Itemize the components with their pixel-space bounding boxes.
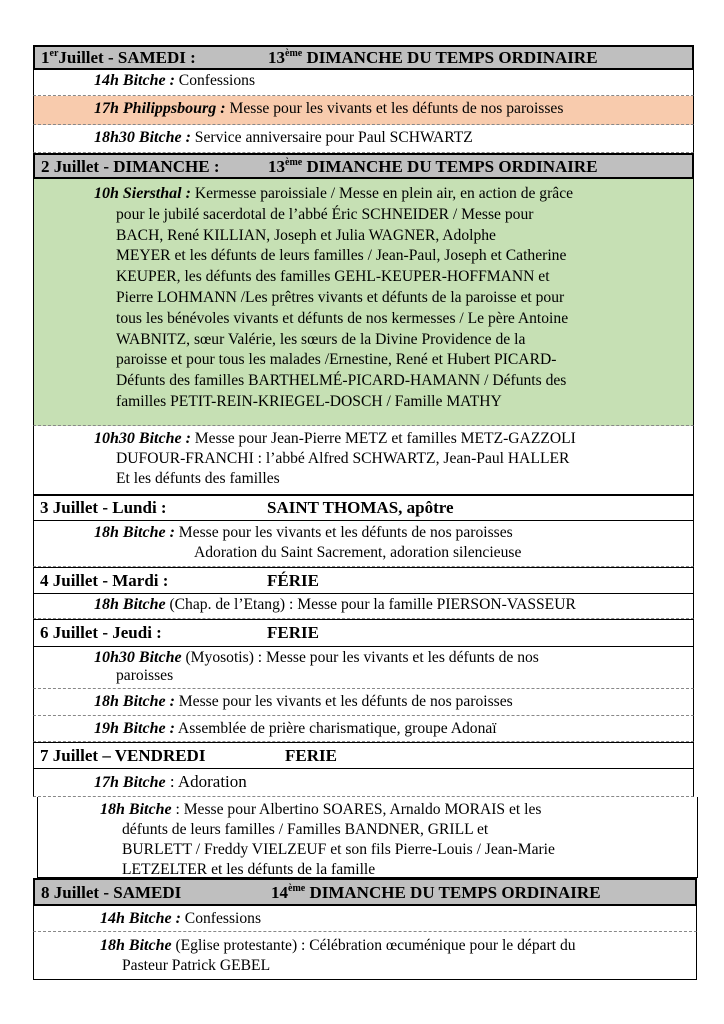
entry-row: 14h Bitche : Confessions	[33, 906, 697, 932]
day-header-1: 1erJuillet - SAMEDI : 13ème DIMANCHE DU TEMPS ORDINAIRE	[33, 45, 694, 70]
day-header-3: 3 Juillet - Lundi : SAINT THOMAS, apôtre	[33, 495, 694, 521]
entry-row: 18h Bitche : Messe pour les vivants et les défunts de nos paroisses	[33, 689, 694, 716]
day-header-2: 2 Juillet - DIMANCHE : 13ème DIMANCHE DU TEMPS ORDINAIRE	[33, 153, 694, 179]
day-header-7: 8 Juillet - SAMEDI 14ème DIMANCHE DU TEMPS ORDINAIRE	[33, 878, 697, 906]
entry-row: 10h Siersthal : Kermesse paroissiale / Messe en plein air, en action de grâce pour le jubilé sacerdotal de l’abbé Éric SCHNEIDER / Messe pour BACH, René KILLIAN, Joseph et Julia WAGNER, Adolphe MEYER et les défunts de leurs familles / Jean-Paul, Joseph et Catherine KEUPER, les défunts des familles GEHL-KEUPER-HOFFMANN et Pierre LOHMANN /Les prêtres vivants et défunts de la paroisse et pour tous les bénévoles vivants et défunts de nos kermesses / Le père Antoine WABNITZ, sœur Valérie, les sœurs de la Divine Providence de la paroisse et pour tous les malades /Ernestine, René et Hubert PICARD- Défunts des familles BARTHELMÉ-PICARD-HAMANN / Défunts des familles PETIT-REIN-KRIEGEL-DOSCH / Famille MATHY	[33, 179, 694, 426]
entry-row: 10h30 Bitche (Myosotis) : Messe pour les vivants et les défunts de nos paroisses	[33, 647, 694, 689]
entry-row: 17h Bitche : Adoration	[33, 769, 694, 797]
day-header-4: 4 Juillet - Mardi : FÉRIE	[33, 567, 694, 594]
entry-row: 19h Bitche : Assemblée de prière charismatique, groupe Adonaï	[33, 716, 694, 742]
day-header-5: 6 Juillet - Jeudi : FERIE	[33, 619, 694, 647]
entry-row: 14h Bitche : Confessions	[33, 70, 694, 96]
entry-row: 18h Bitche : Messe pour Albertino SOARES, Arnaldo MORAIS et les défunts de leurs familles / Familles BANDNER, GRILL et BURLETT / Freddy VIELZEUF et son fils Pierre-Louis / Jean-Marie LETZELTER et les défunts de la famille	[37, 797, 698, 878]
entry-row: 18h30 Bitche : Service anniversaire pour Paul SCHWARTZ	[33, 125, 694, 153]
entry-row: 18h Bitche (Chap. de l’Etang) : Messe pour la famille PIERSON-VASSEUR	[33, 594, 694, 619]
entry-row: 17h Philippsbourg : Messe pour les vivants et les défunts de nos paroisses	[33, 96, 694, 125]
entry-row: 10h30 Bitche : Messe pour Jean-Pierre METZ et familles METZ-GAZZOLI DUFOUR-FRANCHI : l’abbé Alfred SCHWARTZ, Jean-Paul HALLER Et les défunts des familles	[33, 426, 694, 495]
day-header-6: 7 Juillet – VENDREDI FERIE	[33, 742, 694, 769]
entry-row: 18h Bitche (Eglise protestante) : Célébration œcuménique pour le départ du Pasteur Patrick GEBEL	[33, 932, 697, 980]
entry-row: 18h Bitche : Messe pour les vivants et les défunts de nos paroisses Adoration du Saint Sacrement, adoration silencieuse	[33, 521, 694, 567]
